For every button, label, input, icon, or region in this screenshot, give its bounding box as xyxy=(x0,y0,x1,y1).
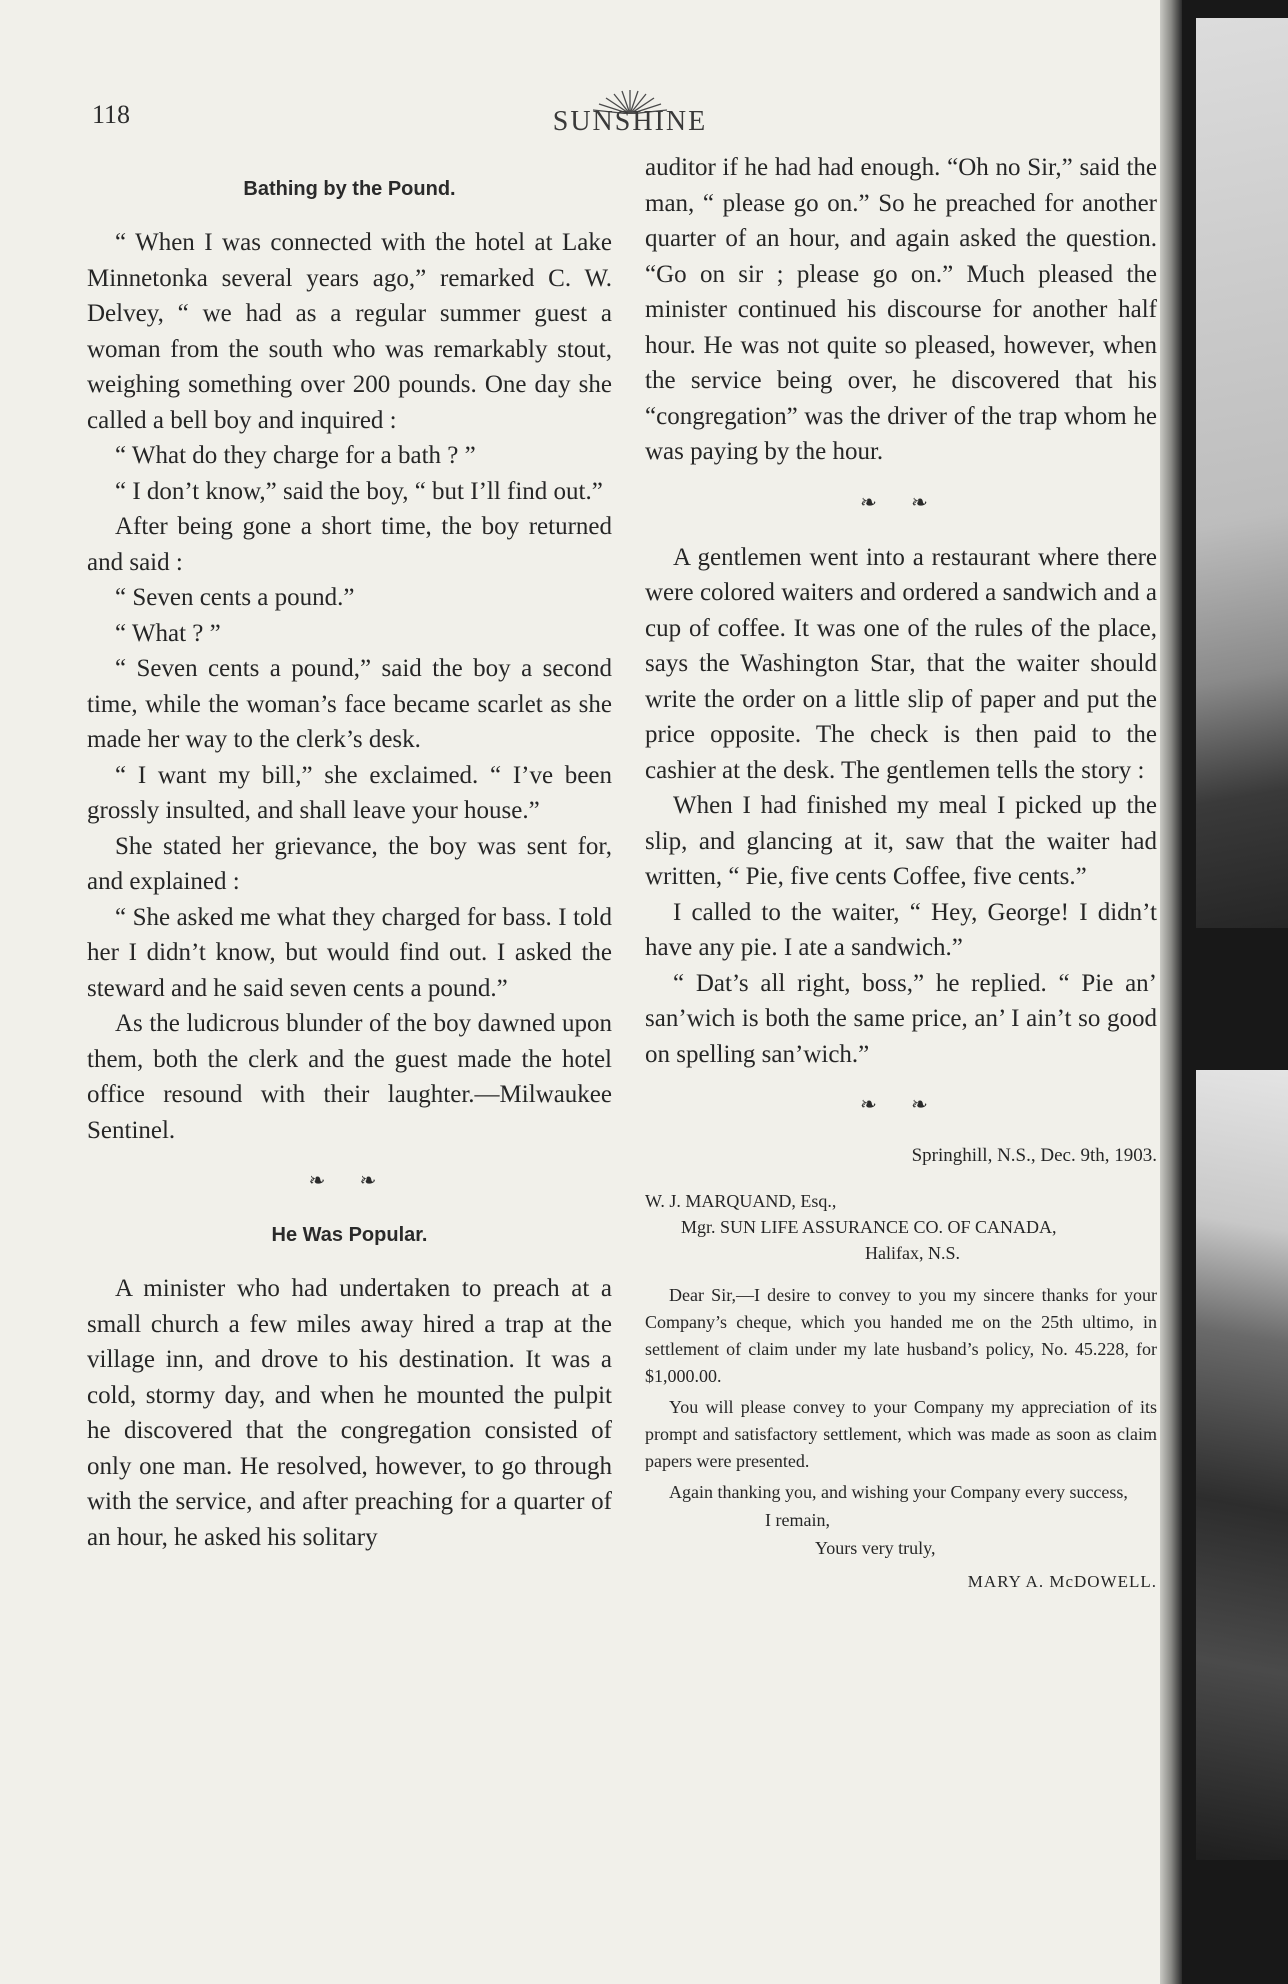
story-paragraph: “ I want my bill,” she exclaimed. “ I’ve been grossly insulted, and shall leave your house.” xyxy=(87,761,612,824)
letter-paragraph: You will please convey to your Company my appreciation of its prompt and satisfactory settlement, which was made as soon as claim papers were presented. xyxy=(645,1397,1157,1471)
story-paragraph: When I had finished my meal I picked up the slip, and glancing at it, saw that the waiter had written, “ Pie, five cents Coffee, five cents.” xyxy=(645,792,1157,890)
testimonial-letter xyxy=(645,1142,1157,1600)
page-header xyxy=(0,88,1160,148)
story-paragraph: “ She asked me what they charged for bass. I told her I didn’t know, but would find out. I asked the steward and he said seven cents a pound.” xyxy=(87,903,612,1002)
story-paragraph: auditor if he had had enough. “Oh no Sir,” said the man, “ please go on.” So he preached for another quarter of an hour, and again asked the question. “Go on sir ; please go on.” Much pleased the minister continued his discourse for another half hour. He was not quite so pleased, however, when the service being over, he discovered that his “congregation” was the driver of the trap whom he was paying by the hour. xyxy=(645,154,1157,465)
right-column xyxy=(645,150,1157,1600)
facing-page-photo xyxy=(1196,18,1288,928)
section-ornament: ❧ ❧ xyxy=(860,489,942,514)
facing-page-photo xyxy=(1196,1070,1288,1860)
letter-signature: MARY A. McDOWELL. xyxy=(967,1572,1157,1591)
section-ornament: ❧ ❧ xyxy=(308,1168,391,1192)
letter-addressee: W. J. MARQUAND, Esq., xyxy=(645,1191,837,1211)
letter-paragraph: Again thanking you, and wishing your Company every success, xyxy=(669,1482,1128,1502)
book-gutter xyxy=(1160,0,1182,1984)
story-paragraph: As the ludicrous blunder of the boy dawned upon them, both the clerk and the guest made the hotel office resound with their laughter.—Milwaukee Sentinel. xyxy=(87,1010,612,1144)
letter-paragraph: Dear Sir,—I desire to convey to you my sincere thanks for your Company’s cheque, which you handed me on the 25th ultimo, in settlement of claim under my late husband’s policy, No. 45.228, for $1,000.00. xyxy=(645,1285,1157,1386)
letter-closing: Yours very truly, xyxy=(815,1538,936,1558)
story-title: He Was Popular. xyxy=(271,1224,428,1246)
story-paragraph: “ What ? ” xyxy=(115,619,221,647)
story-paragraph: “ What do they charge for a bath ? ” xyxy=(115,442,476,469)
story-paragraph: “ I don’t know,” said the boy, “ but I’ll find out.” xyxy=(115,477,603,505)
story-paragraph: “ Seven cents a pound,” said the boy a second time, while the woman’s face became scarlet as she made her way to the clerk’s desk. xyxy=(87,655,612,753)
left-column xyxy=(87,150,612,1555)
letter-dateline: Springhill, N.S., Dec. 9th, 1903. xyxy=(911,1145,1157,1166)
letter-closing: I remain, xyxy=(765,1510,830,1530)
story-paragraph: A minister who had undertaken to preach at a small church a few miles away hired a trap at the village inn, and drove to his destination. It was a cold, stormy day, and when he mounted the pulpit he discovered that the congregation consisted of only one man. He resolved, however, to go through with the service, and after preaching for a quarter of an hour, he asked his solitary xyxy=(87,1275,612,1551)
letter-addressee-title: Mgr. SUN LIFE ASSURANCE CO. OF CANADA, xyxy=(681,1217,1057,1237)
page-number: 118 xyxy=(92,100,131,129)
masthead xyxy=(540,88,720,148)
letter-addressee-city: Halifax, N.S. xyxy=(865,1243,960,1263)
story-paragraph: After being gone a short time, the boy returned and said : xyxy=(87,513,612,576)
story-paragraph: “ When I was connected with the hotel at Lake Minnetonka several years ago,” remarked C. W. Delvey, “ we had as a regular summer guest a woman from the south who was remarkably stout, weighing something over 200 pounds. One day she called a bell boy and inquired : xyxy=(87,229,612,434)
story-paragraph: She stated her grievance, the boy was sent for, and explained : xyxy=(87,832,612,895)
story-paragraph: “ Seven cents a pound.” xyxy=(115,584,355,611)
section-ornament: ❧ ❧ xyxy=(860,1092,942,1116)
story-title: Bathing by the Pound. xyxy=(243,178,456,200)
story-paragraph: “ Dat’s all right, boss,” he replied. “ Pie an’ san’wich is both the same price, an’ I ain’t so good on spelling san’wich.” xyxy=(645,969,1157,1068)
story-paragraph: I called to the waiter, “ Hey, George! I didn’t have any pie. I ate a sandwich.” xyxy=(645,898,1157,961)
masthead-title: SUNSHINE xyxy=(552,106,708,137)
story-paragraph: A gentlemen went into a restaurant where there were colored waiters and ordered a sandwich and a cup of coffee. It was one of the rules of the place, says the Washington Star, that the waiter should write the order on a little slip of paper and put the price opposite. The check is then paid to the cashier at the desk. The gentlemen tells the story : xyxy=(645,543,1157,784)
